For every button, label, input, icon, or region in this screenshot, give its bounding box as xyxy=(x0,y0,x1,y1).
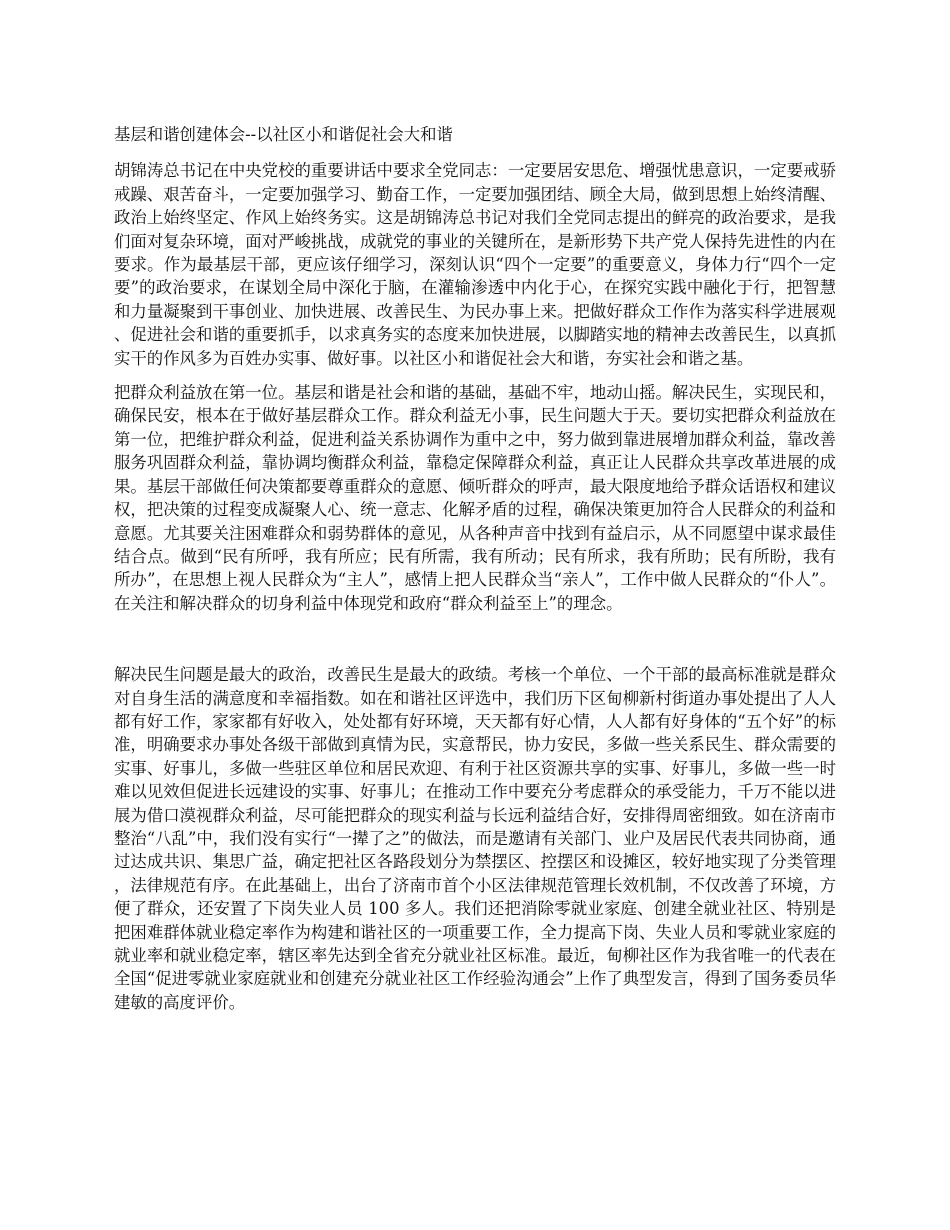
paragraph-intro: 胡锦涛总书记在中央党校的重要讲话中要求全党同志：一定要居安思危、增强忧患意识，一定要戒骄戒躁、艰苦奋斗，一定要加强学习、勤奋工作，一定要加强团结、顾全大局，做到思想上始终清醒、政治上始终坚定、作风上始终务实。这是胡锦涛总书记对我们全党同志提出的鲜亮的政治要求，是我们面对复杂环境，面对严峻挑战，成就党的事业的关键所在，是新形势下共产党人保持先进性的内在要求。作为最基层干部，更应该仔细学习，深刻认识“四个一定要”的重要意义，身体力行“四个一定要”的政治要求，在谋划全局中深化于脑，在灌输渗透中内化于心，在探究实践中融化于行，把智慧和力量凝聚到干事创业、加快进展、改善民生、为民办事上来。把做好群众工作作为落实科学进展观、促进社会和谐的重要抓手，以求真务实的态度来加快进展，以脚踏实地的精神去改善民生，以真抓实干的作风多为百姓办实事、做好事。以社区小和谐促社会大和谐，夯实社会和谐之基。 xyxy=(114,161,836,368)
document-title: 基层和谐创建体会--以社区小和谐促社会大和谐 xyxy=(114,125,453,144)
document-body xyxy=(114,123,836,1025)
paragraph-gap xyxy=(114,626,836,663)
paragraph-mass-interests: 把群众利益放在第一位。基层和谐是社会和谐的基础，基础不牢，地动山摇。解决民生，实现民和，确保民安，根本在于做好基层群众工作。群众利益无小事，民生问题大于天。要切实把群众利益放在第一位，把维护群众利益，促进利益关系协调作为重中之中，努力做到靠进展增加群众利益，靠改善服务巩固群众利益，靠协调均衡群众利益，靠稳定保障群众利益，真正让人民群众共享改革进展的成果。基层干部做任何决策都要尊重群众的意愿、倾听群众的呼声，最大限度地给予群众话语权和建议权，把决策的过程变成凝聚人心、统一意志、化解矛盾的过程，确保决策更加符合人民群众的利益和意愿。尤其要关注困难群众和弱势群体的意见，从各种声音中找到有益启示，从不同愿望中谋求最佳结合点。做到“民有所呼，我有所应；民有所需，我有所动；民有所求，我有所助；民有所盼，我有所办”，在思想上视人民群众为“主人”，感情上把人民群众当“亲人”，工作中做人民群众的“仆人”。在关注和解决群众的切身利益中体现党和政府“群众利益至上”的理念。 xyxy=(114,383,836,613)
paragraph-livelihood: 解决民生问题是最大的政治，改善民生是最大的政绩。考核一个单位、一个干部的最高标准就是群众对自身生活的满意度和幸福指数。如在和谐社区评选中，我们历下区甸柳新村街道办事处提出了人人都有好工作，家家都有好收入，处处都有好环境，天天都有好心情，人人都有好身体的“五个好”的标准，明确要求办事处各级干部做到真情为民，实意帮民，协力安民，多做一些关系民生、群众需要的实事、好事儿，多做一些驻区单位和居民欢迎、有利于社区资源共享的实事、好事儿，多做一些一时难以见效但促进长远建设的实事、好事儿；在推动工作中要充分考虑群众的承受能力，千万不能以进展为借口漠视群众利益，尽可能把群众的现实利益与长远利益结合好，安排得周密细致。如在济南市整治“八乱”中，我们没有实行“一撵了之”的做法，而是邀请有关部门、业户及居民代表共同协商，通过达成共识、集思广益，确定把社区各路段划分为禁摆区、控摆区和设摊区，较好地实现了分类管理，法律规范有序。在此基础上，出台了济南市首个小区法律规范管理长效机制，不仅改善了环境，方便了群众，还安置了下岗失业人员 100 多人。我们还把消除零就业家庭、创建全就业社区、特别是把困难群体就业稳定率作为构建和谐社区的一项重要工作，全力提高下岗、失业人员和零就业家庭的就业率和就业稳定率，辖区率先达到全省充分就业社区标准。最近，甸柳社区作为我省唯一的代表在全国“促进零就业家庭就业和创建充分就业社区工作经验沟通会”上作了典型发言，得到了国务委员华建敏的高度评价。 xyxy=(114,665,836,1012)
